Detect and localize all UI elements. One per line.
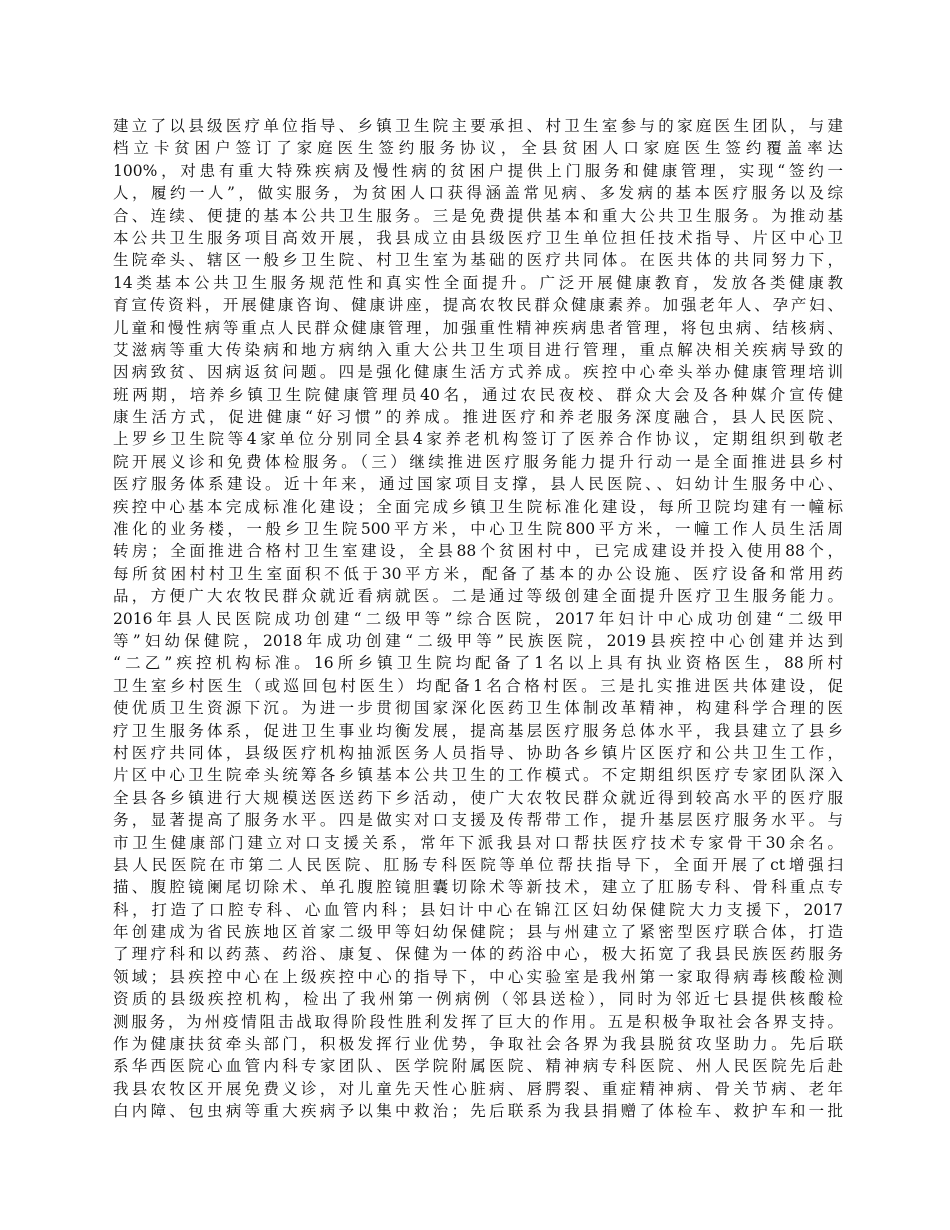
text-line: 2016年县人民医院成功创建“二级甲等”综合医院，2017年妇计中心成功创建“二级甲 [113,609,843,628]
text-line: 资质的县级疾控机构，检出了我州第一例病例（邻县送检），同时为邻近七县提供核酸检 [113,990,843,1009]
text-line: 卫生室乡村医生（或巡回包村医生）均配备1名合格村医。三是扎实推进医共体建设，促 [113,676,843,695]
text-line: 领域；县疾控中心在上级疾控中心的指导下，中心实验室是我州第一家取得病毒核酸检测 [113,967,843,986]
text-line: 片区中心卫生院牵头统筹各乡镇基本公共卫生的工作模式。不定期组织医疗专家团队深入 [113,766,843,785]
text-line: 疗卫生服务体系，促进卫生事业均衡发展，提高基层医疗服务总体水平，我县建立了县乡 [113,721,843,740]
text-line: 村医疗共同体，县级医疗机构抽派医务人员指导、协助各乡镇片区医疗和公共卫生工作， [113,743,843,762]
text-line: 14类基本公共卫生服务规范性和真实性全面提升。广泛开展健康教育，发放各类健康教 [113,273,843,292]
text-line: 转房；全面推进合格村卫生室建设，全县88个贫困村中，已完成建设并投入使用88个， [113,542,843,561]
text-line: 年创建成为省民族地区首家二级甲等妇幼保健院；县与州建立了紧密型医疗联合体，打造 [113,923,843,942]
text-line: “二乙”疾控机构标准。16所乡镇卫生院均配备了1名以上具有执业资格医生，88所村 [113,654,843,673]
text-line: 系华西医院心血管内科专家团队、医学院附属医院、精神病专科医院、州人民医院先后赴 [113,1057,843,1076]
text-line: 建立了以县级医疗单位指导、乡镇卫生院主要承担、村卫生室参与的家庭医生团队，与建 [113,117,843,135]
text-line: 班两期，培养乡镇卫生院健康管理员40名，通过农民夜校、群众大会及各种媒介宣传健 [113,385,843,404]
text-line: 全县各乡镇进行大规模送医送药下乡活动，使广大农牧民群众就近得到较高水平的医疗服 [113,788,843,807]
text-line: 疾控中心基本完成标准化建设；全面完成乡镇卫生院标准化建设，每所卫院均建有一幢标 [113,497,843,516]
text-line: 等”妇幼保健院，2018年成功创建“二级甲等”民族医院，2019县疾控中心创建并达到 [113,631,843,650]
text-line: 白内障、包虫病等重大疾病予以集中救治；先后联系为我县捐赠了体检车、救护车和一批 [113,1102,843,1121]
text-line: 育宣传资料，开展健康咨询、健康讲座，提高农牧民群众健康素养。加强老年人、孕产妇、 [113,296,843,315]
text-line: 准化的业务楼，一般乡卫生院500平方米，中心卫生院800平方米，一幢工作人员生活周 [113,520,843,539]
text-line: 儿童和慢性病等重点人民群众健康管理，加强重性精神疾病患者管理，将包虫病、结核病、 [113,318,843,337]
text-line: 艾滋病等重大传染病和地方病纳入重大公共卫生项目进行管理，重点解决相关疾病导致的 [113,340,843,359]
text-line: 人，履约一人”，做实服务，为贫困人口获得涵盖常见病、多发病的基本医疗服务以及综 [113,184,843,203]
text-line: 生院牵头、辖区一般乡卫生院、村卫生室为基础的医疗共同体。在医共体的共同努力下， [113,251,843,270]
text-line: 合、连续、便捷的基本公共卫生服务。三是免费提供基本和重大公共卫生服务。为推动基 [113,206,843,225]
text-line: 档立卡贫困户签订了家庭医生签约服务协议，全县贫困人口家庭医生签约覆盖率达 [113,139,843,158]
text-line: 县人民医院在市第二人民医院、肛肠专科医院等单位帮扶指导下，全面开展了ct增强扫 [113,855,843,874]
text-line: 康生活方式，促进健康“好习惯”的养成。推进医疗和养老服务深度融合，县人民医院、 [113,408,843,427]
text-line: 本公共卫生服务项目高效开展，我县成立由县级医疗卫生单位担任技术指导、片区中心卫 [113,228,843,247]
text-line: 描、腹腔镜阑尾切除术、单孔腹腔镜胆囊切除术等新技术，建立了肛肠专科、骨科重点专 [113,878,843,897]
text-line: 医疗服务体系建设。近十年来，通过国家项目支撑，县人民医院、、妇幼计生服务中心、 [113,475,843,494]
text-line: 作为健康扶贫牵头部门，积极发挥行业优势，争取社会各界为我县脱贫攻坚助力。先后联 [113,1035,843,1054]
text-line: 每所贫困村村卫生室面积不低于30平方米，配备了基本的办公设施、医疗设备和常用药 [113,564,843,583]
text-line: 使优质卫生资源下沉。为进一步贯彻国家深化医药卫生体制改革精神，构建科学合理的医 [113,699,843,718]
text-line: 我县农牧区开展免费义诊，对儿童先天性心脏病、唇腭裂、重症精神病、骨关节病、老年 [113,1079,843,1098]
text-line: 科，打造了口腔专科、心血管内科；县妇计中心在锦江区妇幼保健院大力支援下，2017 [113,900,843,919]
text-line: 院开展义诊和免费体检服务。（三）继续推进医疗服务能力提升行动一是全面推进县乡村 [113,452,843,471]
text-line: 务，显著提高了服务水平。四是做实对口支援及传帮带工作，提升基层医疗服务水平。与 [113,811,843,830]
text-line: 品，方便广大农牧民群众就近看病就医。二是通过等级创建全面提升医疗卫生服务能力。 [113,587,843,606]
text-line: 测服务，为州疫情阻击战取得阶段性胜利发挥了巨大的作用。五是积极争取社会各界支持。 [113,1012,843,1031]
text-line: 上罗乡卫生院等4家单位分别同全县4家养老机构签订了医养合作协议，定期组织到敬老 [113,430,843,449]
text-line: 因病致贫、因病返贫问题。四是强化健康生活方式养成。疾控中心牵头举办健康管理培训 [113,363,843,382]
body-text [113,115,843,1123]
text-line: 了理疗科和以药蒸、药浴、康复、保健为一体的药浴中心，极大拓宽了我县民族医药服务 [113,945,843,964]
text-line: 100%，对患有重大特殊疾病及慢性病的贫困户提供上门服务和健康管理，实现“签约一 [113,161,843,180]
text-line: 市卫生健康部门建立对口支援关系，常年下派我县对口帮扶医疗技术专家骨干30余名。 [113,833,843,852]
